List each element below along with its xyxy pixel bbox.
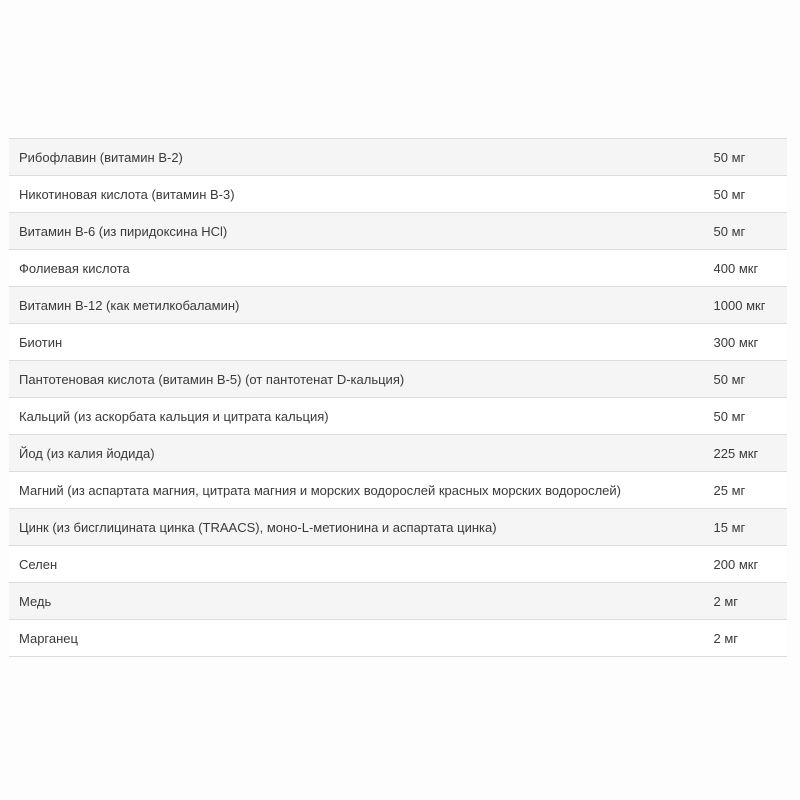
nutrient-amount: 200 мкг (702, 546, 787, 583)
nutrient-amount: 15 мг (702, 509, 787, 546)
table-row (9, 398, 787, 435)
nutrient-name: Селен (9, 546, 702, 583)
table-row (9, 361, 787, 398)
table-row (9, 509, 787, 546)
table-row (9, 176, 787, 213)
nutrient-amount: 1000 мкг (702, 287, 787, 324)
nutrient-name: Медь (9, 583, 702, 620)
nutrient-amount: 50 мг (702, 213, 787, 250)
nutrient-amount: 225 мкг (702, 435, 787, 472)
nutrient-name: Цинк (из бисглицината цинка (TRAACS), моно-L-метионина и аспартата цинка) (9, 509, 702, 546)
nutrient-amount: 2 мг (702, 583, 787, 620)
nutrient-amount: 400 мкг (702, 250, 787, 287)
nutrient-amount: 50 мг (702, 176, 787, 213)
nutrient-name: Фолиевая кислота (9, 250, 702, 287)
table-row (9, 620, 787, 657)
table-row (9, 583, 787, 620)
table-row (9, 213, 787, 250)
nutrient-name: Биотин (9, 324, 702, 361)
nutrient-amount: 50 мг (702, 139, 787, 176)
nutrient-name: Марганец (9, 620, 702, 657)
nutrient-name: Рибофлавин (витамин B-2) (9, 139, 702, 176)
table-row (9, 472, 787, 509)
nutrient-name: Магний (из аспартата магния, цитрата магния и морских водорослей красных морских водорослей) (9, 472, 702, 509)
table-row (9, 546, 787, 583)
table-row (9, 250, 787, 287)
nutrient-name: Йод (из калия йодида) (9, 435, 702, 472)
nutrient-amount: 2 мг (702, 620, 787, 657)
table-row (9, 324, 787, 361)
table-row (9, 435, 787, 472)
table-row (9, 287, 787, 324)
nutrient-amount: 300 мкг (702, 324, 787, 361)
nutrient-name: Никотиновая кислота (витамин B-3) (9, 176, 702, 213)
nutrient-amount: 50 мг (702, 398, 787, 435)
nutrient-amount: 25 мг (702, 472, 787, 509)
nutrient-name: Кальций (из аскорбата кальция и цитрата кальция) (9, 398, 702, 435)
nutrient-amount: 50 мг (702, 361, 787, 398)
nutrient-table (9, 138, 787, 657)
nutrient-name: Витамин B-12 (как метилкобаламин) (9, 287, 702, 324)
nutrient-name: Витамин B-6 (из пиридоксина HCl) (9, 213, 702, 250)
table-row (9, 139, 787, 176)
nutrient-name: Пантотеновая кислота (витамин B-5) (от пантотенат D-кальция) (9, 361, 702, 398)
